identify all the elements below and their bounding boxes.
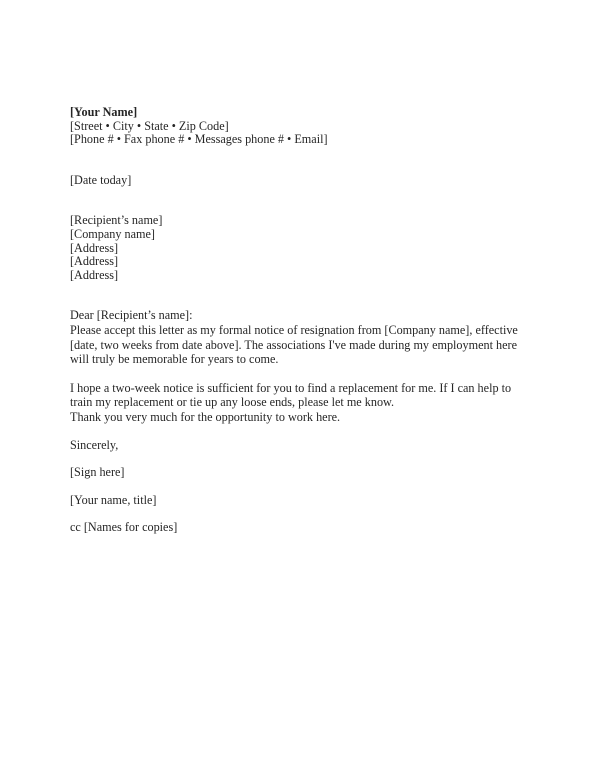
body-paragraph-1: Please accept this letter as my formal notice of resignation from [Company name], effective [date, two weeks from date above]. The associations I've made during my employment here will truly be memorable for years to come. — [70, 322, 518, 367]
date-block — [70, 174, 525, 188]
carbon-copy-line: cc [Names for copies] — [70, 520, 178, 535]
body-paragraph-2-line-2: Thank you very much for the opportunity to work here. — [70, 409, 341, 424]
sender-name: [Your Name] — [70, 105, 138, 119]
salutation: Dear [Recipient’s name]: — [70, 308, 193, 323]
recipient-address-3: [Address] — [70, 267, 119, 282]
carbon-copy-block — [70, 521, 525, 535]
sender-contact: [Phone # • Fax phone # • Messages phone # • Email] — [70, 132, 328, 147]
recipient-name: [Recipient’s name] — [70, 213, 163, 228]
recipient-address-2: [Address] — [70, 254, 119, 269]
letter-body — [70, 106, 525, 535]
signature-placeholder: [Sign here] — [70, 465, 125, 480]
sender-name-and-title: [Your name, title] — [70, 492, 157, 507]
date-today: [Date today] — [70, 172, 132, 187]
body-paragraph-2-line-1: I hope a two-week notice is sufficient for you to find a replacement for me. If I can help to train my replacement or tie up any loose ends, please let me know. — [70, 380, 512, 410]
recipient-block — [70, 214, 525, 282]
salutation-block — [70, 309, 525, 323]
name-title-block — [70, 494, 525, 508]
sender-header-block — [70, 106, 525, 147]
recipient-company: [Company name] — [70, 226, 155, 241]
valediction: Sincerely, — [70, 437, 119, 452]
body-paragraph-2 — [70, 381, 525, 425]
signature-block — [70, 466, 525, 480]
recipient-address-1: [Address] — [70, 240, 119, 255]
sender-address: [Street • City • State • Zip Code] — [70, 118, 229, 133]
valediction-block — [70, 439, 525, 453]
